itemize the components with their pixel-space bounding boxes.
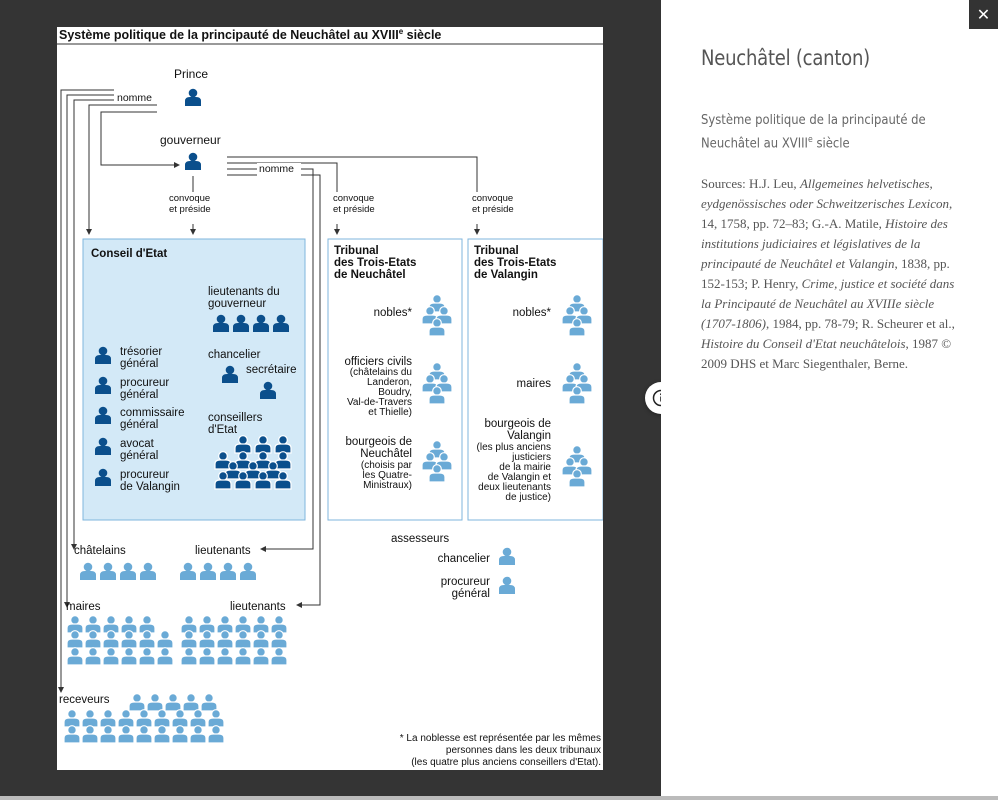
bourgeois-valangin-label-8: de justice) [505,492,551,503]
nomme-label-prince: nomme [117,92,153,104]
officiers-label-2: (châtelains du [349,367,412,378]
assesseur-procureur-person-icon [499,577,515,594]
officiers-label-5: Val-de-Travers [346,397,412,408]
prince-label: Prince [174,67,209,81]
diagram-title: Système politique de la principauté de Neuchâtel au XVIIIe siècle [59,27,442,42]
footnote-line-3: (les quatre plus anciens conseillers d'Etat). [411,757,601,768]
lieutenants-1-person-group-icon [180,563,256,580]
procureur-valangin-label: procureur [120,469,170,481]
bourgeois-valangin-label-7: deux lieutenants [478,482,551,493]
procureur-label-2: général [120,389,159,401]
gouverneur-person-icon [185,153,201,170]
tribunal-valangin-title-3: de Valangin [474,269,538,281]
tribunal-neuchatel-title: Tribunal [334,245,379,257]
source-segment: Histoire du Conseil d'Etat neuchâtelois [701,336,906,351]
close-icon: ✕ [976,5,991,24]
chatelains-person-group-icon [80,563,156,580]
procureur-label: procureur [120,377,170,389]
convoque-label-valangin: convoque [472,193,514,204]
nomme-label-gouverneur: nomme [259,163,295,175]
bourgeois-neuchatel-label-2: Neuchâtel [360,448,412,460]
receveurs-label: receveurs [59,694,110,706]
assesseur-procureur-label: procureur [440,576,490,588]
lieutenants-gouverneur-label-2: gouverneur [208,298,267,310]
panel-title: Neuchâtel (canton) [701,46,870,70]
assesseurs-label: assesseurs [391,533,450,545]
bourgeois-neuchatel-label-5: Ministraux) [363,480,412,491]
nobles-valangin-label: nobles* [512,307,551,319]
preside-label-neuchatel: et préside [333,204,375,215]
assesseur-procureur-label-2: général [451,588,490,600]
diagram-figure [57,27,603,770]
prince-person-icon [185,89,201,106]
officiers-label-3: Landeron, [366,377,412,388]
lieutenants-2-person-group-icon [181,616,287,665]
tribunal-valangin-title: Tribunal [474,245,519,257]
bourgeois-neuchatel-label: bourgeois de [345,436,412,448]
maires-label: maires [66,601,101,613]
footnote-line-1: * La noblesse est représentée par les mêmes [399,733,601,744]
officiers-label-4: Boudry, [378,387,412,398]
bottom-scrollbar[interactable] [0,796,998,800]
tribunal-neuchatel-title-2: des Trois-Etats [334,257,417,269]
panel-sources [701,174,959,374]
officiers-label-6: et Thielle) [368,407,412,418]
footnote-line-2: personnes dans les deux tribunaux [445,745,601,756]
avocat-label-2: général [120,450,159,462]
avocat-label: avocat [120,438,154,450]
conseillers-label: conseillers [208,412,263,424]
panel-caption: Système politique de la principauté de Neuchâtel au XVIIIe siècle [701,112,926,152]
secretaire-label: secrétaire [246,364,297,376]
source-segment: , 1838, pp. 152-153; P. Henry, [701,256,950,291]
commissaire-label-2: général [120,419,159,431]
bourgeois-neuchatel-label-3: (choisis par [360,460,412,471]
assesseur-chancelier-person-icon [499,548,515,565]
source-segment: Allgemeines helvetisches, eydgenössisches oder Schweitzerisches Lexicon [701,176,950,211]
source-segment: Sources: H.J. Leu, [701,176,800,191]
chatelains-label: châtelains [74,545,126,557]
bourgeois-valangin-label-5: de la mairie [499,462,551,473]
maires-person-group-icon [67,616,173,665]
convoque-label-neuchatel: convoque [333,193,375,204]
tresorier-label-2: général [120,358,159,370]
procureur-valangin-label-2: de Valangin [120,481,180,493]
tribunal-neuchatel-title-3: de Neuchâtel [334,269,406,281]
lieutenants-gouverneur-label: lieutenants du [208,286,280,298]
tribunal-valangin-title-2: des Trois-Etats [474,257,557,269]
bourgeois-valangin-label-2: Valangin [507,430,551,442]
caption-panel [661,0,998,800]
preside-label-conseil: et préside [169,204,211,215]
preside-label-valangin: et préside [472,204,514,215]
gouverneur-label: gouverneur [160,133,221,147]
assesseur-chancelier-label: chancelier [437,553,490,565]
lieutenants-label-2: lieutenants [230,601,286,613]
source-segment: Crime, justice et société dans la Principauté de Neuchâtel au XVIIIe siècle (1707-1806) [701,276,955,331]
bourgeois-valangin-label-6: de Valangin et [487,472,551,483]
officiers-label: officiers civils [344,356,412,368]
chancelier-label: chancelier [208,349,261,361]
tresorier-label: trésorier [120,346,163,358]
conseil-etat-title: Conseil d'Etat [91,248,168,260]
source-segment: , 14, 1758, pp. 72–83; G.-A. Matile, [701,196,953,231]
source-segment: , 1987 © 2009 DHS et Marc Siegenthaler, Berne. [701,336,952,371]
nobles-neuchatel-label: nobles* [373,307,412,319]
diagram-svg [57,27,603,770]
close-button[interactable] [969,0,998,29]
bourgeois-valangin-label: bourgeois de [484,418,551,430]
bourgeois-valangin-label-3: (les plus anciens [476,442,551,453]
maires-valangin-label: maires [516,378,551,390]
bourgeois-neuchatel-label-4: les Quatre- [362,470,412,481]
source-segment: , 1984, pp. 78-79; R. Scheurer et al., [766,316,955,331]
bourgeois-valangin-label-4: justiciers [512,452,551,463]
source-segment: Histoire des institutions judiciaires et législatives de la principauté de Neuchâtel et Valangin [701,216,948,271]
conseillers-label-2: d'Etat [208,424,238,436]
convoque-label-conseil: convoque [169,193,211,204]
commissaire-label: commissaire [120,407,185,419]
lieutenants-label-1: lieutenants [195,545,251,557]
